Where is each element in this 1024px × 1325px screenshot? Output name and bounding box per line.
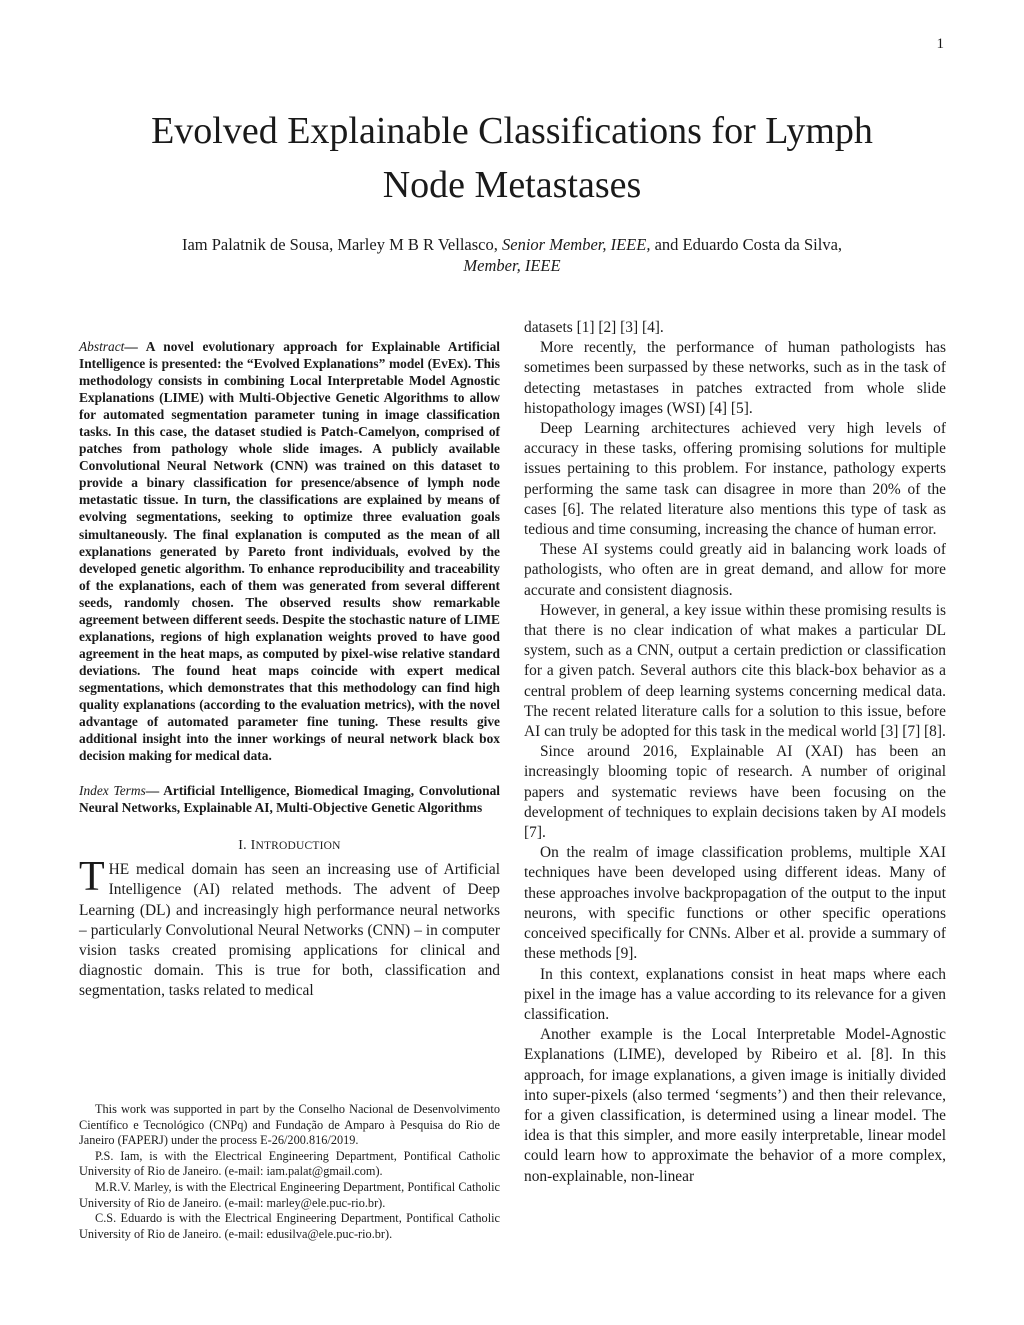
paragraph: On the realm of image classification problems, multiple XAI techniques have been developed using different ideas. Many of these approaches involve backpropagation of the output to the input neurons, with specific functions or other specific operations conceived specifically for CNNs. Alber et al. provide a summary of these methods [9]. — [524, 844, 946, 963]
title-line-2: Node Metastases — [382, 164, 642, 206]
author-line-2 — [80, 255, 944, 276]
intro-paragraph — [79, 854, 500, 1001]
paragraph: Another example is the Local Interpretable Model-Agnostic Explanations (LIME), developed by Ribeiro et al. [8]. In this approach, for image explanations, a given image is initially divided into super-pixels (also termed ‘segments’) and then their relevance, for a given classification, is determined using a linear model. The idea is that this simpler, and more easily interpretable, linear model could learn how to approximate the behavior of a more complex, non-explainable, non-linear — [524, 1026, 946, 1185]
paragraph: These AI systems could greatly aid in balancing work loads of pathologists, who often are in great demand, and allow for more accurate and consistent diagnosis. — [524, 541, 946, 599]
index-terms-text: Artificial Intelligence, Biomedical Imaging, Convolutional Neural Networks, Explainable AI, Multi-Objective Genetic Algorithms — [79, 783, 500, 816]
author-role-2: Member, IEEE — [463, 256, 561, 275]
footnote-funding: This work was supported in part by the Conselho Nacional de Desenvolvimento Científico e Tecnológico (CNPq) and Fundação de Amparo à Pesquisa do Rio de Janeiro (FAPERJ) under the process E-26/200.816/2019. — [79, 1102, 500, 1148]
section-numeral: I. — [238, 838, 251, 854]
section-heading-introduction — [79, 838, 500, 854]
author-names-2: and Eduardo Costa da Silva, — [650, 235, 843, 254]
author-line-1 — [80, 234, 944, 255]
section-first-letter: I — [250, 838, 256, 854]
title-line-1: Evolved Explainable Classifications for Lymph — [151, 110, 873, 152]
paragraph: Deep Learning architectures achieved very high levels of accuracy in these tasks, offering promising solutions for multiple issues pertaining to this problem. For instance, pathology experts performing the same task can disagree in more than 20% of the cases [6]. The related literature also mentions this type of task as tedious and time consuming, increasing the chance of human error. — [524, 420, 946, 539]
paragraph: In this context, explanations consist in heat maps where each pixel in the image has a value according to its relevance for a given classification. — [524, 965, 946, 1023]
drop-cap: T — [79, 854, 105, 901]
page-number: 1 — [936, 36, 944, 52]
author-list — [80, 234, 944, 276]
right-column — [524, 318, 946, 1187]
index-terms: Index Terms— Artificial Intelligence, Biomedical Imaging, Convolutional Neural Networks, Explainable AI, Multi-Objective Genetic Algorithms — [79, 783, 500, 816]
author-role-1: Senior Member, IEEE, — [502, 235, 651, 254]
footnote-author-1: P.S. Iam, is with the Electrical Engineering Department, Pontifical Catholic University of Rio de Janeiro. (e-mail: iam.palat@gmail.com). — [79, 1148, 500, 1179]
continuation-line: datasets [1] [2] [3] [4]. — [524, 319, 664, 336]
intro-text: HE medical domain has seen an increasing use of Artificial Intelligence (AI) related methods. The advent of Deep Learning (DL) and increasingly high performance neural networks – particularly Convolutional Neural Networks (CNN) – in computer vision tasks created promising applications for clinical and diagnostic domain. This is true for both, classification and segmentation, tasks related to medical — [79, 861, 500, 1000]
abstract-text: A novel evolutionary approach for Explainable Artificial Intelligence is presented: the “Evolved Explanations” model (EvEx). This methodology consists in combining Local Interpretable Model Agnostic Explanations (LIME) with Multi-Objective Genetic Algorithms to allow for automated segmentation parameter tuning in image classification tasks. In this case, the dataset studied is Patch-Camelyon, comprised of patches from pathology whole slide images. A publicly available Convolutional Neural Network (CNN) was trained on this dataset to provide a binary classification for presence/absence of lymph node metastatic tissue. In turn, the classifications are explained by means of evolving segmentations, seeking to optimize three evaluation goals simultaneously. The final explanation is computed as the mean of all explanations generated by Pareto front individuals, evolved by the developed genetic algorithm. To enhance reproducibility and traceability of the explanations, each of them was generated from several different seeds, randomly chosen. The observed results show remarkable agreement between different seeds. Despite the stochastic nature of LIME explanations, regions of high explanation weights proved to have good agreement in the heat maps, as computed by pixel-wise relative standard deviations. The found heat maps coincide with expert medical segmentations, which demonstrates that this methodology can find high quality explanations (according to the evaluation metrics), with the novel advantage of automated parameter fine tuning. These results give additional insight into the inner workings of neural network black box decision making for medical data. — [79, 339, 500, 764]
introduction-body — [79, 854, 500, 1001]
abstract-label: Abstract — [79, 339, 125, 354]
footnotes — [79, 1102, 500, 1242]
paragraph: Since around 2016, Explainable AI (XAI) has been an increasingly blooming topic of research. A number of original papers and systematic reviews have been focusing on the development of techniques to explain decisions taken by AI models [7]. — [524, 743, 946, 842]
paragraph: However, in general, a key issue within these promising results is that there is no clear indication of what makes a particular DL system, such as a CNN, output a certain prediction or classification for a given patch. Several authors cite this black-box behavior as a central problem of deep learning systems concerning medical data. The recent related literature calls for a solution to this issue, before AI can truly be adopted for this task in the medical world [3] [7] [8]. — [524, 601, 946, 741]
paragraph: More recently, the performance of human pathologists has sometimes been surpassed by these networks, such as in the task of detecting metastases in patches extracted from whole slide histopathology images (WSI) [4] [5]. — [524, 339, 946, 417]
author-names-1: Iam Palatnik de Sousa, Marley M B R Vellasco, — [181, 235, 502, 254]
section-title-rest: NTRODUCTION — [255, 840, 341, 853]
abstract: Abstract— A novel evolutionary approach for Explainable Artificial Intelligence is presented: the “Evolved Explanations” model (EvEx). This methodology consists in combining Local Interpretable Model Agnostic Explanations (LIME) with Multi-Objective Genetic Algorithms to allow for automated segmentation parameter tuning in image classification tasks. In this case, the dataset studied is Patch-Camelyon, comprised of patches from pathology whole slide images. A publicly available Convolutional Neural Network (CNN) was trained on this dataset to provide a binary classification for presence/absence of lymph node metastatic tissue. In turn, the classifications are explained by means of evolving segmentations, seeking to optimize three evaluation goals simultaneously. The final explanation is computed as the mean of all explanations generated by Pareto front individuals, evolved by the developed genetic algorithm. To enhance reproducibility and traceability of the explanations, each of them was generated from several different seeds, randomly chosen. The observed results show remarkable agreement between different seeds. Despite the stochastic nature of LIME explanations, regions of high explanation weights proved to have good agreement in the heat maps, as computed by pixel-wise relative standard deviations. The found heat maps coincide with expert medical segmentations, which demonstrates that this methodology can find high quality explanations (according to the evaluation metrics), with the novel advantage of automated parameter fine tuning. These results give additional insight into the inner workings of neural network black box decision making for medical data. — [79, 339, 500, 764]
footnote-author-3: C.S. Eduardo is with the Electrical Engineering Department, Pontifical Catholic University of Rio de Janeiro. (e-mail: edusilva@ele.puc-rio.br). — [79, 1211, 500, 1241]
index-terms-label: Index Terms — [79, 783, 146, 799]
paper-title — [80, 104, 944, 212]
footnote-author-2: M.R.V. Marley, is with the Electrical Engineering Department, Pontifical Catholic University of Rio de Janeiro. (e-mail: marley@ele.puc-rio.br). — [79, 1179, 500, 1210]
left-column — [79, 338, 500, 1002]
